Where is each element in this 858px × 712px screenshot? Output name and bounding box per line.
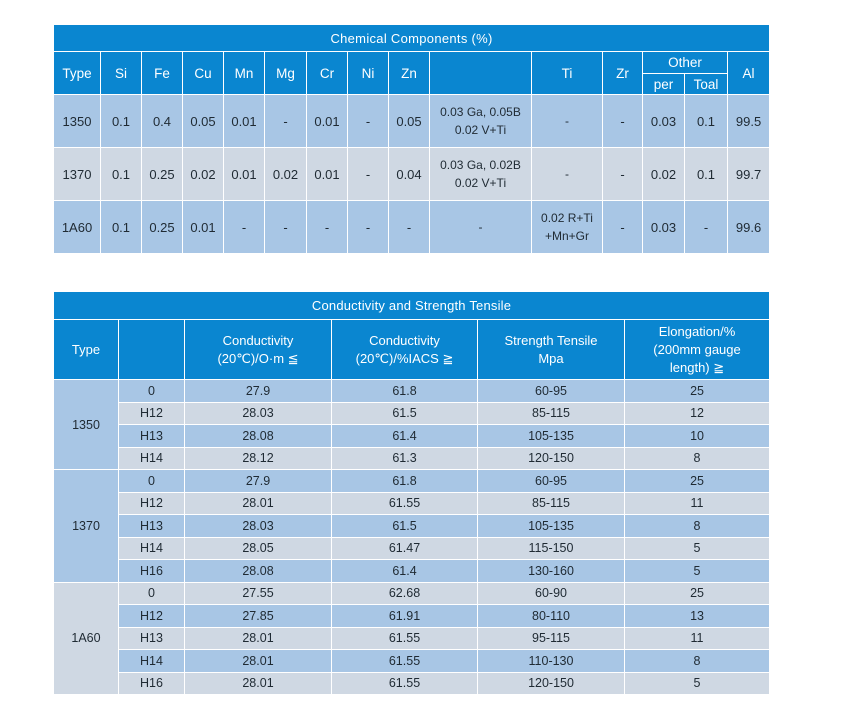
header-cu: Cu <box>183 52 224 95</box>
cell-temper: H12 <box>119 492 185 515</box>
cell-si: 0.1 <box>101 201 142 254</box>
cell-cr: 0.01 <box>307 95 348 148</box>
cell-extra <box>430 95 532 148</box>
header-type: Type <box>54 52 101 95</box>
table-row <box>54 425 770 448</box>
cell-ti-line1: - <box>565 114 569 128</box>
cell-ti-line2: +Mn+Gr <box>544 229 589 243</box>
cell-iacs: 61.3 <box>332 447 478 470</box>
header-zr: Zr <box>603 52 643 95</box>
table-row <box>54 470 770 493</box>
cell-elongation: 12 <box>625 402 770 425</box>
table-row <box>54 560 770 583</box>
header-line1: Conductivity <box>369 332 440 348</box>
header-conductivity-iacs <box>332 320 478 380</box>
cell-strength: 115-150 <box>478 537 625 560</box>
cell-elongation: 11 <box>625 492 770 515</box>
cell-ni: - <box>348 201 389 254</box>
cell-elongation: 8 <box>625 447 770 470</box>
header-line1: Elongation/% <box>658 323 736 339</box>
header-line2: (20℃)/%IACS ≧ <box>355 350 454 366</box>
cell-elongation: 25 <box>625 470 770 493</box>
cell-al: 99.7 <box>728 148 770 201</box>
table-title: Conductivity and Strength Tensile <box>54 292 770 320</box>
cell-type: 1350 <box>54 95 101 148</box>
cell-resistivity: 28.03 <box>185 515 332 538</box>
cell-mn: 0.01 <box>224 95 265 148</box>
cell-ti-line1: 0.02 R+Ti <box>541 211 593 225</box>
cell-cr: 0.01 <box>307 148 348 201</box>
cell-temper: H14 <box>119 650 185 673</box>
cell-iacs: 61.55 <box>332 672 478 695</box>
cell-iacs: 62.68 <box>332 582 478 605</box>
cell-resistivity: 28.08 <box>185 560 332 583</box>
cell-resistivity: 28.03 <box>185 402 332 425</box>
cell-strength: 85-115 <box>478 492 625 515</box>
header-ni: Ni <box>348 52 389 95</box>
header-type: Type <box>54 320 119 380</box>
header-line1: Conductivity <box>222 332 294 348</box>
table-row <box>54 627 770 650</box>
cell-temper: H12 <box>119 402 185 425</box>
cell-strength: 105-135 <box>478 515 625 538</box>
cell-cu: 0.05 <box>183 95 224 148</box>
cell-cr: - <box>307 201 348 254</box>
conductivity-strength-table <box>53 291 770 695</box>
cell-strength: 85-115 <box>478 402 625 425</box>
cell-temper: H13 <box>119 425 185 448</box>
cell-zr: - <box>603 148 643 201</box>
table-row <box>54 605 770 628</box>
cell-elongation: 5 <box>625 537 770 560</box>
header-temper <box>119 320 185 380</box>
cell-resistivity: 27.55 <box>185 582 332 605</box>
cell-ti <box>532 95 603 148</box>
cell-temper: H13 <box>119 515 185 538</box>
cell-elongation: 8 <box>625 650 770 673</box>
cell-strength: 60-95 <box>478 380 625 403</box>
cell-iacs: 61.91 <box>332 605 478 628</box>
cell-resistivity: 27.9 <box>185 470 332 493</box>
cell-zr: - <box>603 95 643 148</box>
cell-temper: H14 <box>119 447 185 470</box>
cell-type: 1370 <box>54 470 119 583</box>
cell-strength: 120-150 <box>478 672 625 695</box>
cell-iacs: 61.55 <box>332 650 478 673</box>
header-line3: length) ≧ <box>669 359 725 375</box>
cell-si: 0.1 <box>101 95 142 148</box>
table-row <box>54 515 770 538</box>
header-fe: Fe <box>142 52 183 95</box>
cell-per: 0.03 <box>643 95 685 148</box>
cell-type: 1A60 <box>54 582 119 695</box>
cell-al: 99.5 <box>728 95 770 148</box>
cell-iacs: 61.4 <box>332 425 478 448</box>
header-mn: Mn <box>224 52 265 95</box>
cell-strength: 60-90 <box>478 582 625 605</box>
cell-mg: 0.02 <box>265 148 307 201</box>
header-line2: (200mm gauge <box>653 341 741 357</box>
cell-extra <box>430 148 532 201</box>
cell-fe: 0.25 <box>142 201 183 254</box>
cell-strength: 130-160 <box>478 560 625 583</box>
cell-elongation: 11 <box>625 627 770 650</box>
cell-iacs: 61.5 <box>332 402 478 425</box>
table-row <box>54 95 770 148</box>
table-title: Chemical Components (%) <box>54 25 770 52</box>
table-row <box>54 148 770 201</box>
cell-mg: - <box>265 201 307 254</box>
header-other: Other <box>643 52 728 74</box>
cell-extra-line2: 0.02 V+Ti <box>454 176 507 190</box>
cell-extra-line2: 0.02 V+Ti <box>454 123 507 137</box>
cell-elongation: 8 <box>625 515 770 538</box>
cell-iacs: 61.8 <box>332 380 478 403</box>
cell-zn: 0.05 <box>389 95 430 148</box>
cell-fe: 0.25 <box>142 148 183 201</box>
cell-temper: 0 <box>119 582 185 605</box>
cell-extra-line1: - <box>478 220 483 234</box>
table-row <box>54 537 770 560</box>
cell-extra-line1: 0.03 Ga, 0.02B <box>440 158 521 172</box>
cell-iacs: 61.5 <box>332 515 478 538</box>
cell-si: 0.1 <box>101 148 142 201</box>
cell-toal: - <box>685 201 728 254</box>
cell-mn: - <box>224 201 265 254</box>
chemical-components-table <box>53 24 770 254</box>
cell-zr: - <box>603 201 643 254</box>
header-line2: Mpa <box>538 350 564 366</box>
header-ti: Ti <box>532 52 603 95</box>
header-cr: Cr <box>307 52 348 95</box>
cell-strength: 120-150 <box>478 447 625 470</box>
header-per: per <box>643 74 685 95</box>
table-row <box>54 672 770 695</box>
cell-ti-line1: - <box>565 167 569 181</box>
cell-mg: - <box>265 95 307 148</box>
header-line1: Strength Tensile <box>504 332 598 348</box>
header-mg: Mg <box>265 52 307 95</box>
cell-type: 1370 <box>54 148 101 201</box>
cell-ni: - <box>348 95 389 148</box>
header-zn: Zn <box>389 52 430 95</box>
cell-toal: 0.1 <box>685 95 728 148</box>
cell-zn: - <box>389 201 430 254</box>
cell-temper: 0 <box>119 470 185 493</box>
cell-fe: 0.4 <box>142 95 183 148</box>
cell-extra-line1: 0.03 Ga, 0.05B <box>440 105 521 119</box>
cell-elongation: 10 <box>625 425 770 448</box>
cell-temper: H16 <box>119 672 185 695</box>
cell-strength: 80-110 <box>478 605 625 628</box>
cell-strength: 60-95 <box>478 470 625 493</box>
cell-elongation: 5 <box>625 560 770 583</box>
header-line2: (20℃)/O·m ≦ <box>217 350 299 366</box>
cell-temper: H12 <box>119 605 185 628</box>
header-blank <box>430 52 532 95</box>
table-row <box>54 492 770 515</box>
table-row <box>54 380 770 403</box>
cell-iacs: 61.4 <box>332 560 478 583</box>
table-row <box>54 650 770 673</box>
header-strength-tensile <box>478 320 625 380</box>
cell-cu: 0.02 <box>183 148 224 201</box>
cell-strength: 110-130 <box>478 650 625 673</box>
cell-elongation: 25 <box>625 582 770 605</box>
table-row <box>54 402 770 425</box>
cell-ti <box>532 201 603 254</box>
cell-temper: H16 <box>119 560 185 583</box>
cell-resistivity: 28.08 <box>185 425 332 448</box>
cell-resistivity: 28.01 <box>185 627 332 650</box>
cell-zn: 0.04 <box>389 148 430 201</box>
cell-strength: 95-115 <box>478 627 625 650</box>
cell-ni: - <box>348 148 389 201</box>
table-row <box>54 582 770 605</box>
header-si: Si <box>101 52 142 95</box>
cell-resistivity: 28.12 <box>185 447 332 470</box>
cell-strength: 105-135 <box>478 425 625 448</box>
cell-temper: H13 <box>119 627 185 650</box>
cell-iacs: 61.55 <box>332 492 478 515</box>
cell-toal: 0.1 <box>685 148 728 201</box>
header-elongation <box>625 320 770 380</box>
cell-mn: 0.01 <box>224 148 265 201</box>
cell-cu: 0.01 <box>183 201 224 254</box>
cell-resistivity: 28.01 <box>185 650 332 673</box>
cell-per: 0.02 <box>643 148 685 201</box>
table-row <box>54 447 770 470</box>
table-row <box>54 201 770 254</box>
cell-elongation: 13 <box>625 605 770 628</box>
header-conductivity-resistivity <box>185 320 332 380</box>
cell-iacs: 61.55 <box>332 627 478 650</box>
cell-iacs: 61.47 <box>332 537 478 560</box>
cell-temper: 0 <box>119 380 185 403</box>
cell-type: 1A60 <box>54 201 101 254</box>
cell-resistivity: 28.01 <box>185 672 332 695</box>
cell-resistivity: 28.01 <box>185 492 332 515</box>
cell-resistivity: 27.85 <box>185 605 332 628</box>
cell-resistivity: 27.9 <box>185 380 332 403</box>
cell-elongation: 25 <box>625 380 770 403</box>
header-al: Al <box>728 52 770 95</box>
cell-al: 99.6 <box>728 201 770 254</box>
cell-extra <box>430 201 532 254</box>
cell-iacs: 61.8 <box>332 470 478 493</box>
cell-type: 1350 <box>54 380 119 470</box>
cell-ti <box>532 148 603 201</box>
cell-temper: H14 <box>119 537 185 560</box>
cell-elongation: 5 <box>625 672 770 695</box>
cell-per: 0.03 <box>643 201 685 254</box>
cell-resistivity: 28.05 <box>185 537 332 560</box>
header-toal: Toal <box>685 74 728 95</box>
